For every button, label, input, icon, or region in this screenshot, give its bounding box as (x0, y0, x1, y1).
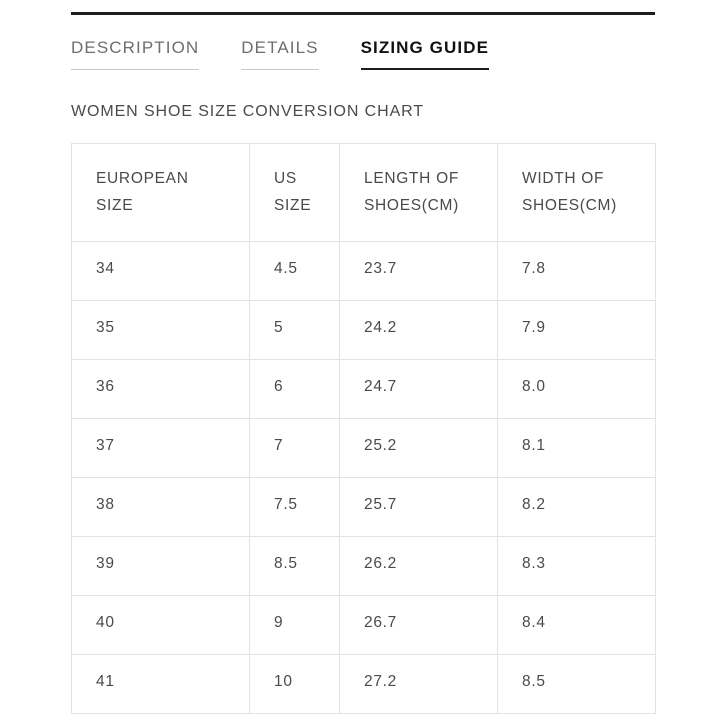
cell-us-size: 6 (250, 360, 340, 419)
tab-description-underline (71, 69, 199, 70)
column-header-width (498, 144, 656, 242)
cell-us-size: 10 (250, 655, 340, 714)
top-divider (71, 12, 655, 15)
cell-european-size: 38 (72, 478, 250, 537)
tab-sizing-guide-underline (361, 68, 489, 70)
tab-sizing-guide-label: SIZING GUIDE (360, 38, 490, 57)
cell-width: 7.8 (498, 242, 656, 301)
table-body (72, 242, 656, 714)
column-header-length-line1: LENGTH OF (364, 170, 460, 187)
cell-us-size: 9 (250, 596, 340, 655)
tab-sizing-guide[interactable] (361, 38, 489, 70)
chart-title: WOMEN SHOE SIZE CONVERSION CHART (71, 103, 424, 120)
tab-details-underline (241, 69, 318, 70)
cell-width: 8.5 (498, 655, 656, 714)
tab-bar (71, 38, 489, 70)
tab-details[interactable] (241, 38, 318, 70)
column-header-width-line1: WIDTH OF (522, 170, 605, 187)
cell-european-size: 39 (72, 537, 250, 596)
cell-length: 27.2 (340, 655, 498, 714)
table-header-row (72, 144, 656, 242)
column-header-us-size-line2: SIZE (274, 196, 312, 214)
cell-european-size: 34 (72, 242, 250, 301)
column-header-length (340, 144, 498, 242)
cell-us-size: 7 (250, 419, 340, 478)
cell-width: 8.0 (498, 360, 656, 419)
cell-length: 26.2 (340, 537, 498, 596)
size-chart-table (71, 143, 656, 714)
column-header-european-size-line1: EUROPEAN (96, 170, 189, 187)
cell-length: 25.2 (340, 419, 498, 478)
cell-us-size: 5 (250, 301, 340, 360)
cell-length: 24.2 (340, 301, 498, 360)
cell-us-size: 7.5 (250, 478, 340, 537)
cell-width: 8.3 (498, 537, 656, 596)
cell-european-size: 37 (72, 419, 250, 478)
cell-european-size: 40 (72, 596, 250, 655)
table-row (72, 655, 656, 714)
column-header-us-size-line1: US (274, 170, 297, 187)
cell-european-size: 41 (72, 655, 250, 714)
cell-european-size: 36 (72, 360, 250, 419)
tab-details-label: DETAILS (241, 38, 319, 57)
cell-length: 23.7 (340, 242, 498, 301)
column-header-length-line2: SHOES(CM) (364, 196, 459, 214)
table-row (72, 478, 656, 537)
table-row (72, 242, 656, 301)
column-header-european-size (72, 144, 250, 242)
table-row (72, 360, 656, 419)
table-row (72, 537, 656, 596)
table-row (72, 596, 656, 655)
tab-description-label: DESCRIPTION (71, 38, 200, 57)
cell-length: 26.7 (340, 596, 498, 655)
cell-width: 8.4 (498, 596, 656, 655)
tab-description[interactable] (71, 38, 199, 70)
cell-european-size: 35 (72, 301, 250, 360)
cell-us-size: 4.5 (250, 242, 340, 301)
cell-us-size: 8.5 (250, 537, 340, 596)
size-chart-table-wrap (71, 143, 655, 714)
cell-length: 25.7 (340, 478, 498, 537)
cell-width: 7.9 (498, 301, 656, 360)
cell-length: 24.7 (340, 360, 498, 419)
table-row (72, 419, 656, 478)
column-header-european-size-line2: SIZE (96, 196, 134, 214)
table-header (72, 144, 656, 242)
table-row (72, 301, 656, 360)
cell-width: 8.1 (498, 419, 656, 478)
cell-width: 8.2 (498, 478, 656, 537)
column-header-width-line2: SHOES(CM) (522, 196, 617, 214)
column-header-us-size (250, 144, 340, 242)
